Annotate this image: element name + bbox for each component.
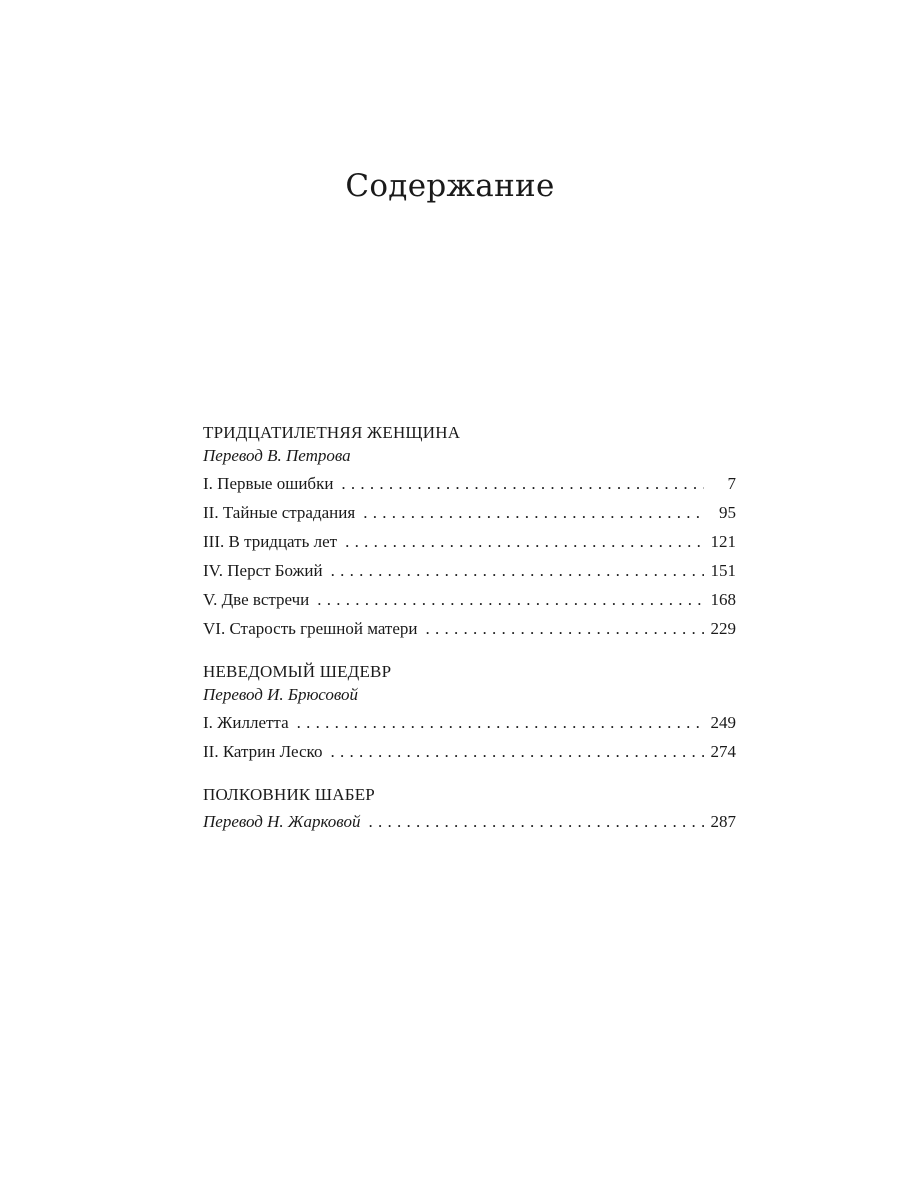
entry-page-number: 249: [710, 713, 736, 732]
section-translator: Перевод И. Брюсовой: [203, 685, 358, 704]
toc-entry[interactable]: [203, 614, 736, 643]
section-title: ТРИДЦАТИЛЕТНЯЯ ЖЕНЩИНА: [203, 423, 461, 442]
dot-leader: [341, 469, 704, 498]
entry-label: Перевод Н. Жарковой: [203, 812, 361, 831]
dot-leader: [317, 585, 704, 614]
toc-entry[interactable]: [203, 737, 736, 766]
entry-label: I. Жиллетта: [203, 713, 289, 732]
toc-entry[interactable]: [203, 708, 736, 737]
toc-entry[interactable]: [203, 585, 736, 614]
entry-page-number: 168: [710, 590, 736, 609]
table-of-contents: [203, 416, 736, 852]
entry-label: II. Тайные страдания: [203, 503, 356, 522]
dot-leader: [363, 498, 704, 527]
toc-entry[interactable]: [203, 556, 736, 585]
toc-section-colonel-chabert: [203, 782, 736, 836]
toc-entry[interactable]: [203, 807, 736, 836]
dot-leader: [368, 807, 704, 836]
entry-page-number: 121: [710, 532, 736, 551]
entry-page-number: 95: [719, 503, 736, 522]
entry-label: II. Катрин Леско: [203, 742, 323, 761]
section-translator: Перевод В. Петрова: [203, 446, 351, 465]
entry-label: III. В тридцать лет: [203, 532, 338, 551]
toc-entry[interactable]: [203, 527, 736, 556]
page-title: Содержание: [345, 167, 555, 204]
dot-leader: [331, 556, 704, 585]
toc-section-unknown-masterpiece: [203, 659, 736, 766]
section-title: НЕВЕДОМЫЙ ШЕДЕВР: [203, 662, 392, 681]
dot-leader: [345, 527, 704, 556]
entry-label: I. Первые ошибки: [203, 474, 334, 493]
toc-entry[interactable]: [203, 469, 736, 498]
toc-entry[interactable]: [203, 498, 736, 527]
dot-leader: [297, 708, 704, 737]
entry-page-number: 7: [727, 474, 736, 493]
entry-page-number: 274: [710, 742, 736, 761]
entry-label: V. Две встречи: [203, 590, 310, 609]
dot-leader: [426, 614, 704, 643]
entry-label: VI. Старость грешной матери: [203, 619, 418, 638]
entry-page-number: 287: [710, 812, 736, 831]
entry-label: IV. Перст Божий: [203, 561, 323, 580]
section-title: ПОЛКОВНИК ШАБЕР: [203, 785, 375, 804]
entry-page-number: 151: [710, 561, 736, 580]
toc-section-thirty-year-old-woman: [203, 420, 736, 643]
dot-leader: [330, 737, 704, 766]
entry-page-number: 229: [710, 619, 736, 638]
